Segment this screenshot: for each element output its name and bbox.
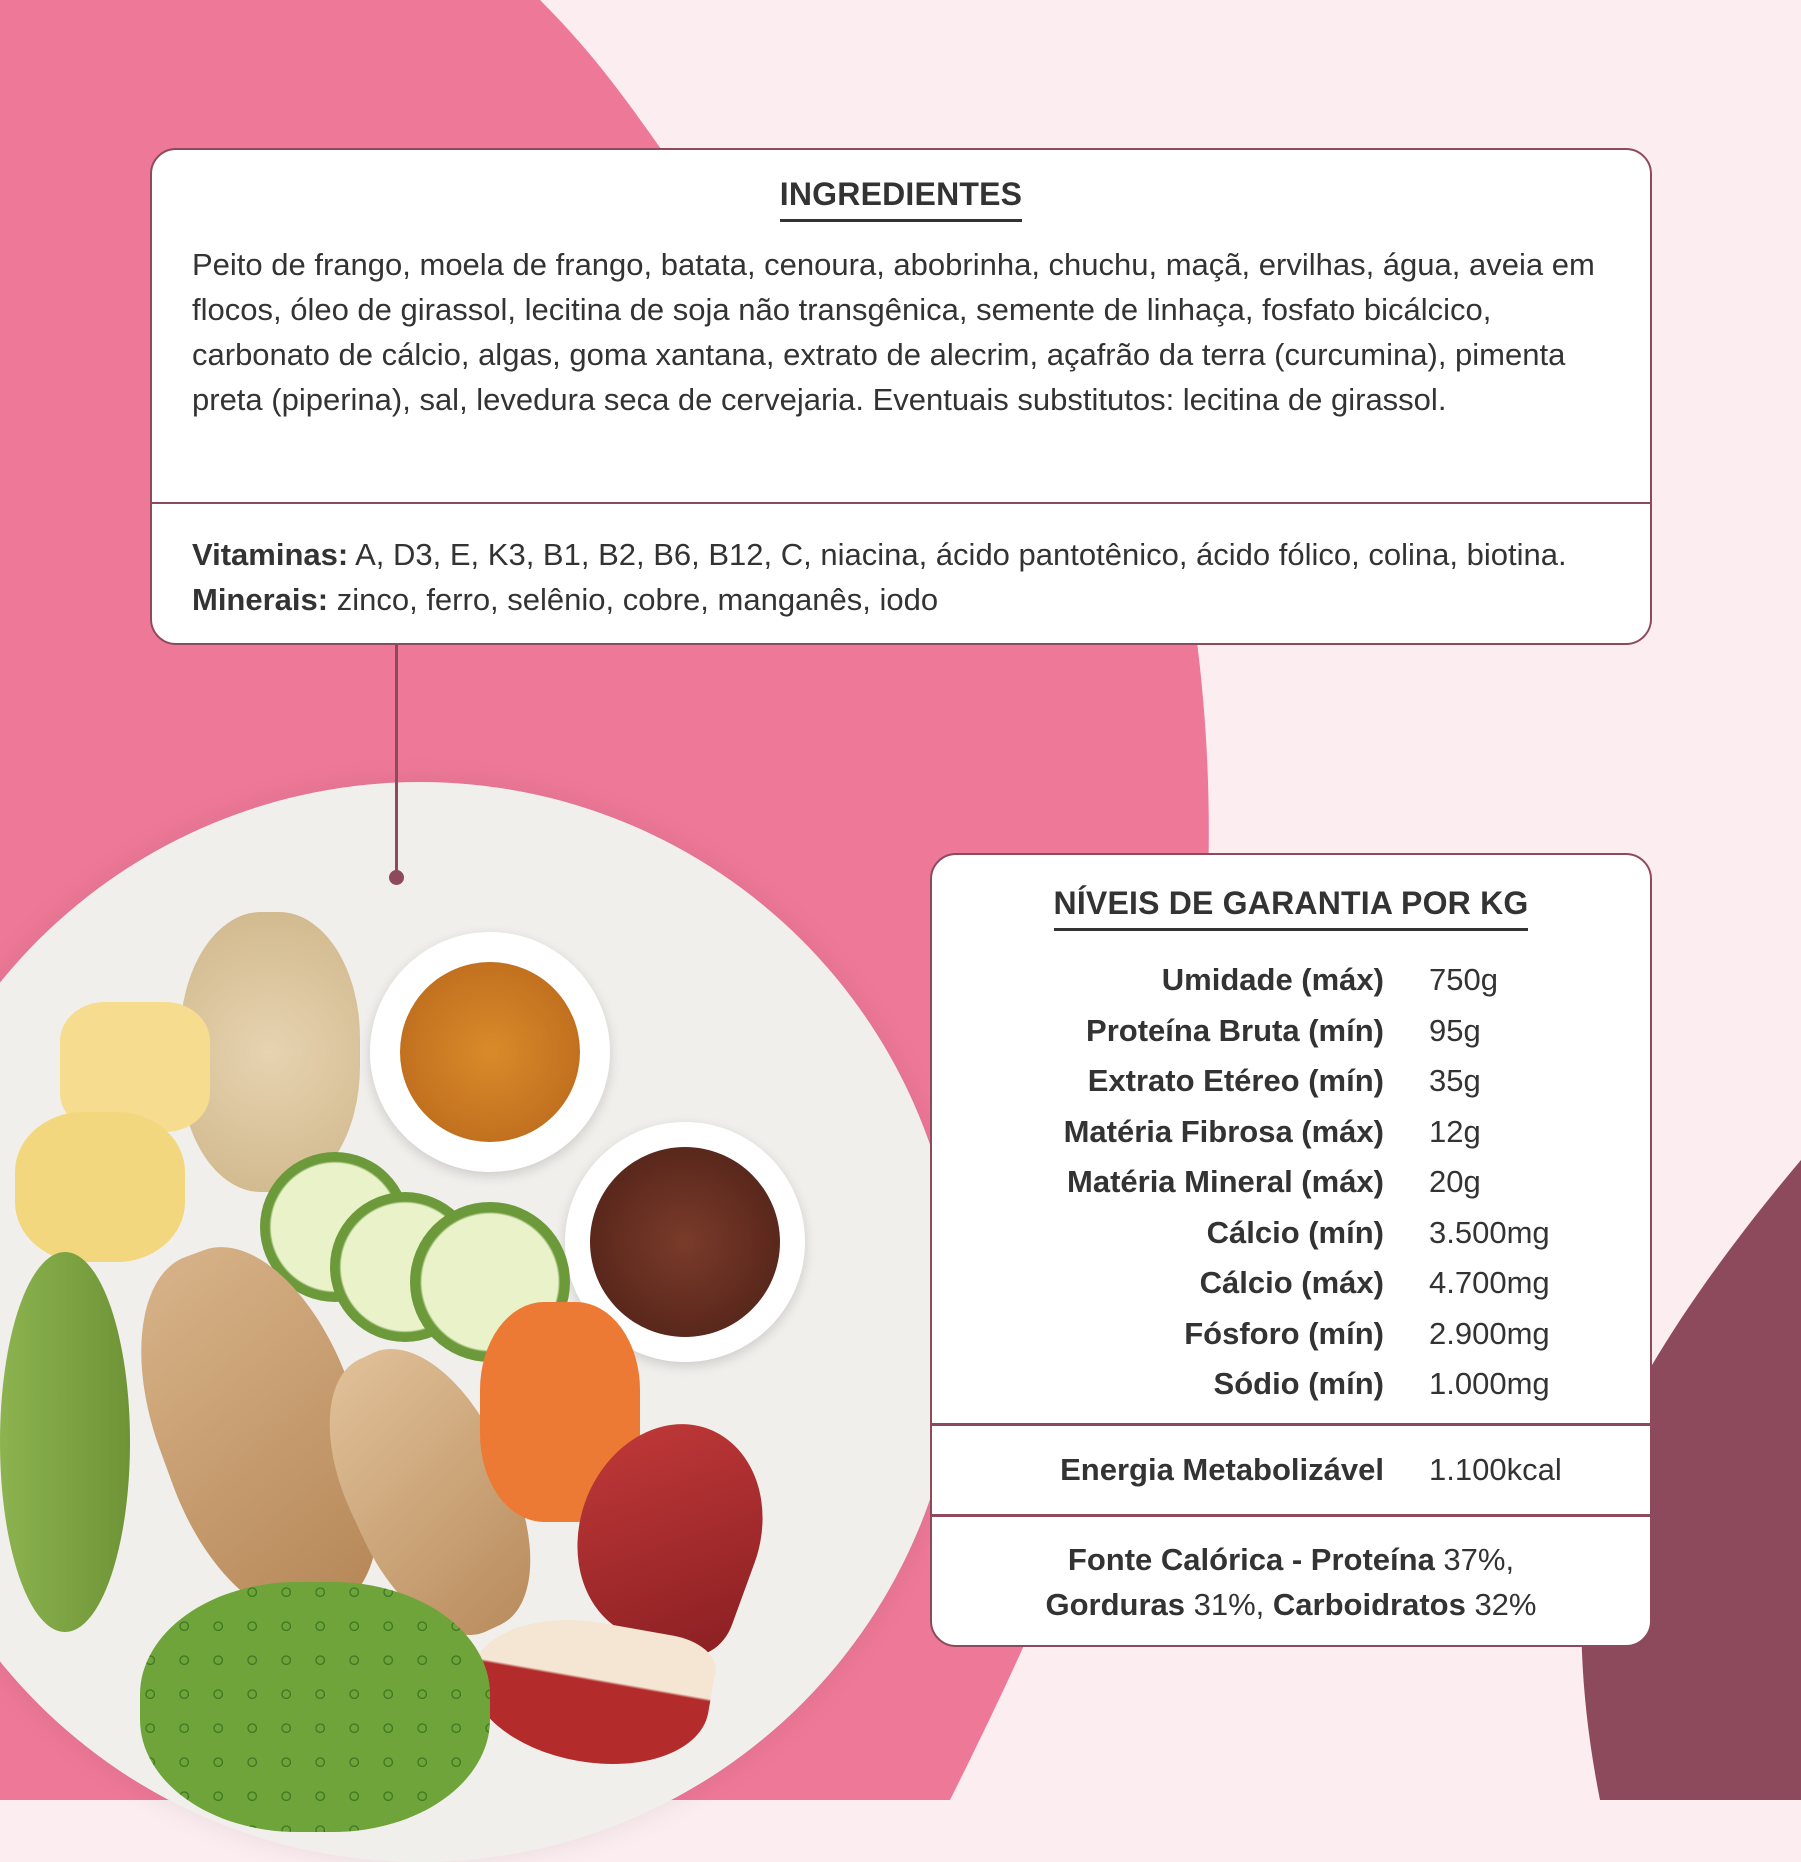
guarantee-row: Cálcio (mín) 3.500mg [1206,1214,1550,1250]
connector-dot [389,870,404,885]
potato [15,1112,185,1262]
caloric-source-text: Fonte Calórica - Proteína 37%, Gorduras 31%, Carboidratos 32% [1045,1542,1537,1622]
connector-line [395,645,398,877]
guarantee-row: Sódio (mín) 1.000mg [1213,1366,1550,1402]
minerals-label: Minerais: [192,582,329,617]
energy-row: Energia Metabolizável 1.100kcal [1060,1452,1562,1487]
ingredients-card [150,148,1652,645]
guarantee-row: Matéria Fibrosa (máx) 12g [1063,1113,1481,1149]
guarantee-table [932,955,1650,1410]
guarantee-row: Fósforo (mín) 2.900mg [1184,1315,1550,1351]
guarantee-levels-card [930,853,1652,1647]
guarantee-title: NÍVEIS DE GARANTIA POR KG [932,885,1650,931]
turmeric-bowl [370,932,610,1172]
guarantee-row: Matéria Mineral (máx) 20g [1067,1164,1481,1200]
ingredients-section [152,150,1650,504]
divider [932,1514,1650,1517]
vitamins-list: A, D3, E, K3, B1, B2, B6, B12, C, niacina, ácido pantotênico, ácido fólico, colina, biotina. [348,537,1567,572]
vitamins-minerals-text [192,532,1610,622]
ingredients-text: Peito de frango, moela de frango, batata, cenoura, abobrinha, chuchu, maçã, ervilhas, água, aveia em flocos, óleo de girassol, lecitina de soja não transgênica, semente de linhaça, fosfato bicálcico, carbonato de cálcio, algas, goma xantana, extrato de alecrim, açafrão da terra (curcumina), pimenta preta (piperina), sal, levedura seca de cervejaria. Eventuais substitutos: lecitina de girassol. [192,247,1595,417]
minerals-list: zinco, ferro, selênio, cobre, manganês, iodo [328,582,939,617]
guarantee-row: Proteína Bruta (mín) 95g [1086,1012,1481,1048]
chayote [0,1252,130,1632]
ingredients-title: INGREDIENTES [152,176,1650,222]
guarantee-row: Umidade (máx) 750g [1161,962,1498,998]
peas [140,1582,490,1832]
guarantee-row: Extrato Etéreo (mín) 35g [1087,1063,1481,1099]
guarantee-row: Cálcio (máx) 4.700mg [1199,1265,1550,1301]
vitamins-label: Vitaminas: [192,537,349,572]
vitamins-minerals-section [152,502,1650,642]
